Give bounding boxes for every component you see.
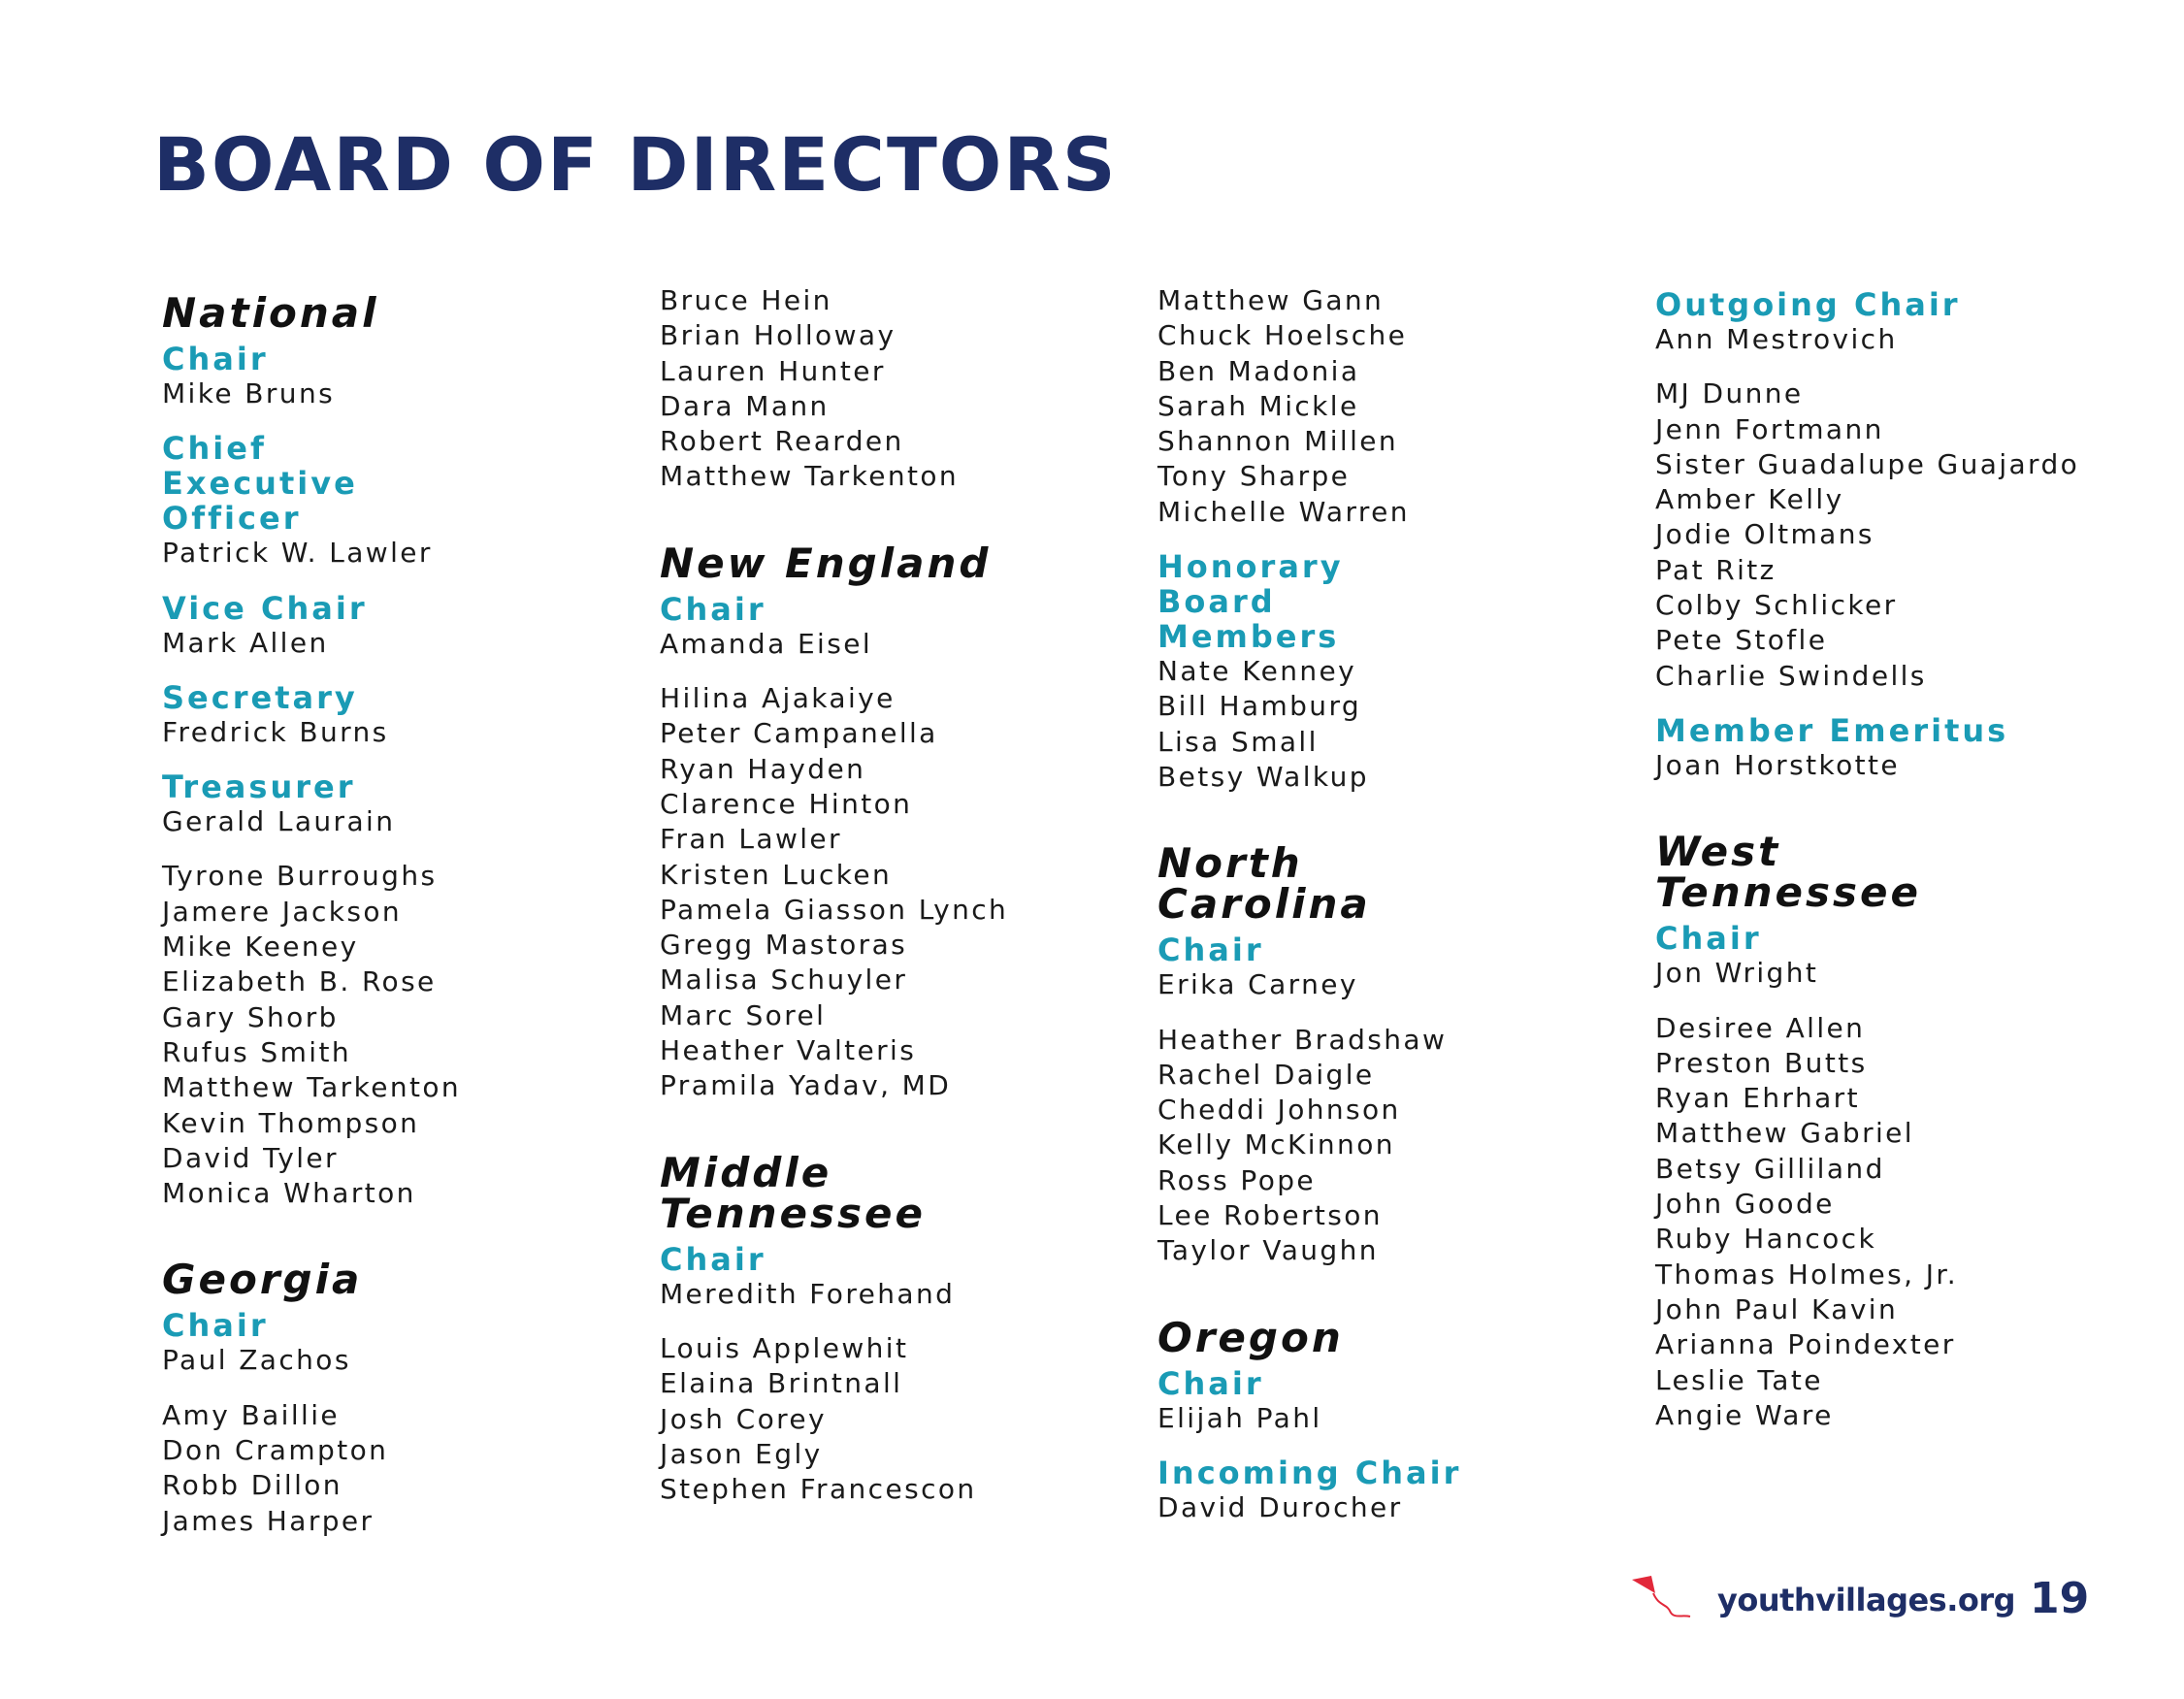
member-name: Elaina Brintnall: [660, 1367, 903, 1400]
member-name: David Durocher: [1157, 1490, 1403, 1523]
role-group: [162, 1308, 647, 1378]
member-name: Robb Dillon: [162, 1469, 342, 1502]
member-name: Matthew Gabriel: [1655, 1117, 1914, 1150]
region-georgia: [162, 1256, 647, 1538]
member-name: Heather Valteris: [660, 1034, 917, 1067]
member-name: Arianna Poindexter: [1655, 1328, 1956, 1361]
member-name: Pete Stofle: [1655, 624, 1828, 657]
member-name: Peter Campanella: [660, 717, 938, 750]
member-name: Preston Butts: [1655, 1046, 1868, 1079]
role-label: Chair: [1157, 931, 1264, 969]
region-title: New England: [660, 539, 992, 587]
role-label: Outgoing Chair: [1655, 286, 1961, 323]
page-title: BOARD OF DIRECTORS: [153, 121, 1118, 208]
member-name: Kevin Thompson: [162, 1106, 420, 1139]
footer: [1630, 1572, 2096, 1630]
member-name: Kelly McKinnon: [1157, 1128, 1395, 1161]
member-name: Gerald Laurain: [162, 805, 396, 838]
member-name: John Paul Kavin: [1655, 1292, 1899, 1325]
member-name: Monica Wharton: [162, 1177, 416, 1210]
role-group: [1655, 287, 2140, 357]
kite-icon: [1630, 1574, 1698, 1622]
member-list: [660, 283, 1145, 495]
member-name: Malisa Schuyler: [660, 964, 908, 997]
member-name: John Goode: [1655, 1188, 1835, 1221]
role-group: [1655, 713, 2140, 783]
role-group: [1157, 549, 1643, 795]
role-group: [162, 342, 647, 411]
member-list: [1157, 283, 1643, 530]
member-list: [1655, 1011, 2140, 1434]
role-label: Honorary Board Members: [1157, 548, 1344, 656]
role-label: Chair: [162, 341, 269, 377]
member-name: Jenn Fortmann: [1655, 412, 1884, 445]
member-name: Paul Zachos: [162, 1344, 351, 1377]
member-name: MJ Dunne: [1655, 377, 1804, 410]
member-name: Don Crampton: [162, 1434, 389, 1467]
role-label: Treasurer: [162, 768, 356, 806]
member-name: Erika Carney: [1157, 968, 1358, 1001]
member-name: Ryan Hayden: [660, 752, 866, 785]
member-name: Heather Bradshaw: [1157, 1023, 1448, 1056]
member-name: Matthew Gann: [1157, 284, 1385, 316]
member-name: Pamela Giasson Lynch: [660, 893, 1009, 926]
member-name: Tony Sharpe: [1157, 460, 1351, 493]
member-name: James Harper: [162, 1504, 375, 1537]
member-list: [660, 1331, 1145, 1507]
member-name: Desiree Allen: [1655, 1011, 1866, 1044]
region-north-carolina: [1157, 839, 1643, 1268]
region-title: Oregon: [1157, 1313, 1344, 1361]
column-1: [162, 283, 647, 1539]
member-list: [1655, 376, 2140, 694]
region-national: [162, 289, 647, 1211]
member-name: Lauren Hunter: [660, 354, 886, 387]
member-name: Ryan Ehrhart: [1655, 1082, 1860, 1115]
member-name: Hilina Ajakaiye: [660, 682, 896, 715]
region-oregon: [1157, 1313, 1643, 1526]
member-name: Betsy Walkup: [1157, 760, 1369, 793]
member-name: Kristen Lucken: [660, 858, 893, 891]
member-name: Colby Schlicker: [1655, 589, 1898, 622]
member-name: Rufus Smith: [162, 1035, 351, 1068]
member-name: Mark Allen: [162, 626, 329, 659]
member-list: [660, 681, 1145, 1104]
member-name: Pramila Yadav, MD: [660, 1069, 952, 1102]
role-label: Member Emeritus: [1655, 711, 2009, 749]
member-name: Jon Wright: [1655, 957, 1819, 990]
role-group: [1655, 921, 2140, 991]
member-name: Dara Mann: [660, 389, 830, 422]
member-name: Michelle Warren: [1157, 495, 1410, 528]
role-label: Chair: [1157, 1364, 1264, 1402]
member-name: Tyrone Burroughs: [162, 860, 438, 893]
member-name: Ann Mestrovich: [1655, 323, 1898, 355]
role-label: Chair: [660, 1240, 766, 1278]
member-name: Fredrick Burns: [162, 715, 389, 748]
member-name: Mike Keeney: [162, 931, 359, 964]
member-name: Pat Ritz: [1655, 553, 1777, 586]
member-name: Betsy Gilliland: [1655, 1152, 1885, 1185]
site-url[interactable]: youthvillages.org: [1717, 1582, 2016, 1618]
member-name: Jodie Oltmans: [1655, 518, 1874, 551]
role-label: Chair: [162, 1307, 269, 1345]
member-name: Fran Lawler: [660, 823, 842, 856]
member-name: Joan Horstkotte: [1655, 748, 1900, 781]
member-name: Sarah Mickle: [1157, 389, 1359, 422]
member-name: Gary Shorb: [162, 1000, 339, 1033]
member-name: Meredith Forehand: [660, 1277, 956, 1310]
role-group: [1157, 932, 1643, 1002]
member-name: Nate Kenney: [1157, 655, 1357, 688]
member-name: Mike Bruns: [162, 377, 336, 409]
region-title: North Carolina: [1157, 839, 1371, 929]
role-label: Incoming Chair: [1157, 1454, 1462, 1491]
role-group: [162, 769, 647, 839]
role-group: [1157, 1455, 1643, 1525]
member-list: [1157, 1023, 1643, 1269]
member-list: [162, 1398, 647, 1539]
member-name: Patrick W. Lawler: [162, 537, 433, 570]
member-name: Elizabeth B. Rose: [162, 965, 437, 998]
member-name: Clarence Hinton: [660, 787, 913, 820]
member-name: Lisa Small: [1157, 725, 1319, 758]
role-label: Chair: [660, 590, 766, 628]
page-number: 19: [2030, 1574, 2090, 1623]
member-name: Thomas Holmes, Jr.: [1655, 1258, 1959, 1291]
member-name: Rachel Daigle: [1157, 1058, 1375, 1091]
member-name: Matthew Tarkenton: [660, 460, 960, 493]
member-name: Stephen Francescon: [660, 1473, 977, 1506]
member-name: Brian Holloway: [660, 319, 896, 352]
region-title: West Tennessee: [1655, 828, 1921, 917]
column-3: [1157, 283, 1643, 1545]
member-name: Amanda Eisel: [660, 627, 873, 660]
region-middle-tennessee: [660, 1148, 1145, 1508]
member-name: Robert Rearden: [660, 425, 904, 458]
role-label: Chair: [1655, 920, 1762, 958]
member-name: Bruce Hein: [660, 284, 832, 316]
column-2: [660, 283, 1145, 1507]
region-west-tennessee: [1655, 828, 2140, 1433]
member-name: Jason Egly: [660, 1437, 823, 1470]
role-group: [1157, 1366, 1643, 1436]
member-name: Matthew Tarkenton: [162, 1071, 462, 1104]
member-list: [162, 859, 647, 1211]
role-label: Secretary: [162, 678, 358, 716]
member-name: Marc Sorel: [660, 998, 827, 1031]
role-group: [162, 431, 647, 571]
role-group: [162, 680, 647, 750]
member-name: Angie Ware: [1655, 1398, 1834, 1431]
member-name: Cheddi Johnson: [1157, 1094, 1401, 1127]
member-name: Josh Corey: [660, 1402, 827, 1435]
member-name: Louis Applewhit: [660, 1331, 909, 1364]
member-name: Elijah Pahl: [1157, 1401, 1322, 1434]
member-name: Ross Pope: [1157, 1163, 1317, 1196]
role-group: [660, 1242, 1145, 1312]
member-name: Amy Baillie: [162, 1398, 341, 1431]
column-4: [1655, 283, 2140, 1433]
region-title: Middle Tennessee: [660, 1148, 926, 1237]
region-title: Georgia: [162, 1256, 363, 1304]
member-name: Jamere Jackson: [162, 895, 403, 928]
role-label: Vice Chair: [162, 589, 368, 627]
region-title: National: [162, 289, 379, 337]
member-name: Sister Guadalupe Guajardo: [1655, 447, 2080, 480]
member-name: Ruby Hancock: [1655, 1223, 1877, 1256]
member-name: Amber Kelly: [1655, 483, 1844, 516]
member-list: [1157, 654, 1643, 795]
member-name: Leslie Tate: [1655, 1363, 1823, 1396]
member-name: Shannon Millen: [1157, 425, 1399, 458]
member-name: Gregg Mastoras: [660, 929, 908, 962]
role-group: [660, 592, 1145, 662]
member-name: David Tyler: [162, 1141, 339, 1174]
member-name: Charlie Swindells: [1655, 659, 1927, 692]
member-name: Chuck Hoelsche: [1157, 319, 1408, 352]
member-name: Ben Madonia: [1157, 354, 1360, 387]
role-group: [162, 591, 647, 661]
role-label: Chief Executive Officer: [162, 430, 358, 538]
member-name: Bill Hamburg: [1157, 690, 1362, 723]
member-name: Taylor Vaughn: [1157, 1234, 1379, 1267]
region-new-england: [660, 539, 1145, 1104]
member-name: Lee Robertson: [1157, 1199, 1383, 1232]
